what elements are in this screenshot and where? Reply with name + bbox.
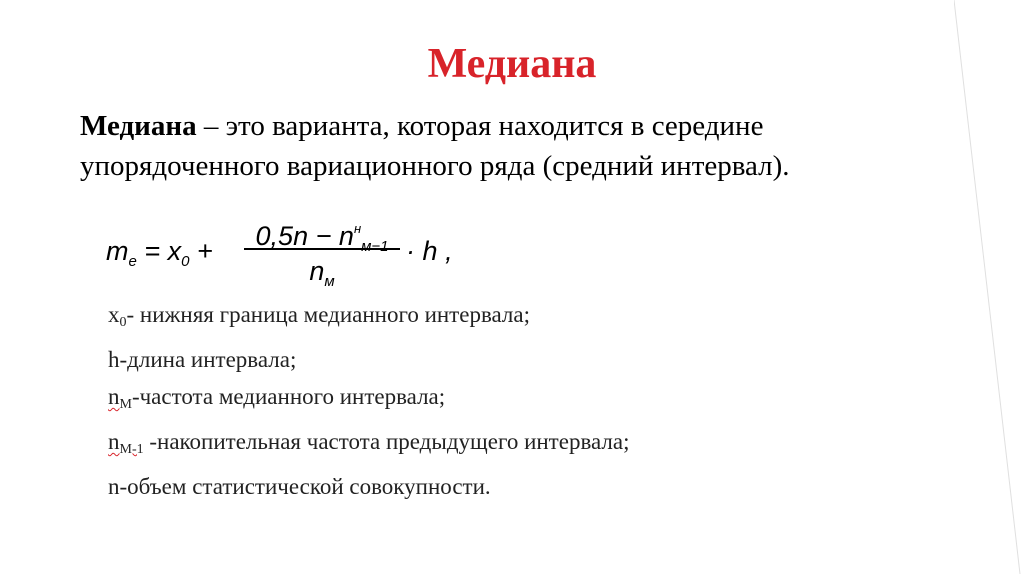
legend-text: - нижняя граница медианного интервала;	[126, 302, 530, 327]
slide-title: Медиана	[427, 41, 597, 87]
formula-comma: ,	[445, 236, 453, 266]
definition-term: Медиана	[80, 110, 197, 142]
legend-symbol: n	[108, 384, 120, 409]
legend-item	[108, 296, 630, 341]
formula-dot: ·	[406, 236, 415, 266]
legend-text: -накопительная частота предыдущего интервала;	[143, 429, 630, 454]
legend-symbol-group	[108, 384, 132, 412]
definition-paragraph	[80, 106, 960, 186]
legend-text: -частота медианного интервала;	[131, 384, 446, 409]
legend-text: -длина интервала;	[119, 347, 297, 372]
formula-plus: +	[197, 236, 213, 266]
formula-m: m	[106, 236, 129, 266]
formula-num-sup: н	[353, 221, 362, 236]
formula-den-n: n	[309, 256, 325, 286]
median-formula	[104, 210, 484, 294]
legend-item	[108, 468, 630, 505]
legend-item	[108, 378, 630, 423]
formula-h: h	[422, 236, 438, 266]
formula-legend	[108, 296, 630, 505]
formula-num-sub: м−1	[361, 238, 389, 255]
legend-text: -объем статистической совокупности.	[119, 474, 491, 499]
formula-den-sub: м	[324, 273, 335, 290]
formula-denominator	[242, 250, 402, 288]
legend-symbol: h	[108, 347, 120, 372]
formula-rhs	[406, 236, 453, 267]
legend-symbol: n	[108, 429, 120, 454]
legend-item	[108, 341, 630, 378]
legend-symbol-sub: M	[119, 397, 132, 412]
formula-lhs	[106, 236, 213, 270]
legend-symbol-sub: 0	[119, 315, 127, 330]
formula-numerator	[242, 210, 402, 255]
formula-fraction	[242, 210, 402, 288]
legend-symbol-sub: M-1	[119, 442, 144, 457]
legend-item	[108, 423, 630, 468]
formula-x-sub: 0	[181, 253, 190, 270]
legend-symbol-group	[108, 429, 144, 457]
formula-m-sub: e	[128, 253, 137, 270]
formula-minus: −	[315, 221, 332, 251]
legend-symbol: x	[108, 302, 120, 327]
formula-x: x	[167, 236, 182, 266]
formula-num-n: n	[293, 221, 309, 251]
formula-num-n2: n	[338, 221, 354, 251]
definition-text: – это варианта, которая находится в середине упорядоченного вариационного ряда (средний интервал).	[80, 110, 790, 182]
legend-symbol: n	[108, 474, 120, 499]
formula-equals: =	[144, 236, 161, 266]
formula-coef: 0,5	[255, 221, 294, 251]
